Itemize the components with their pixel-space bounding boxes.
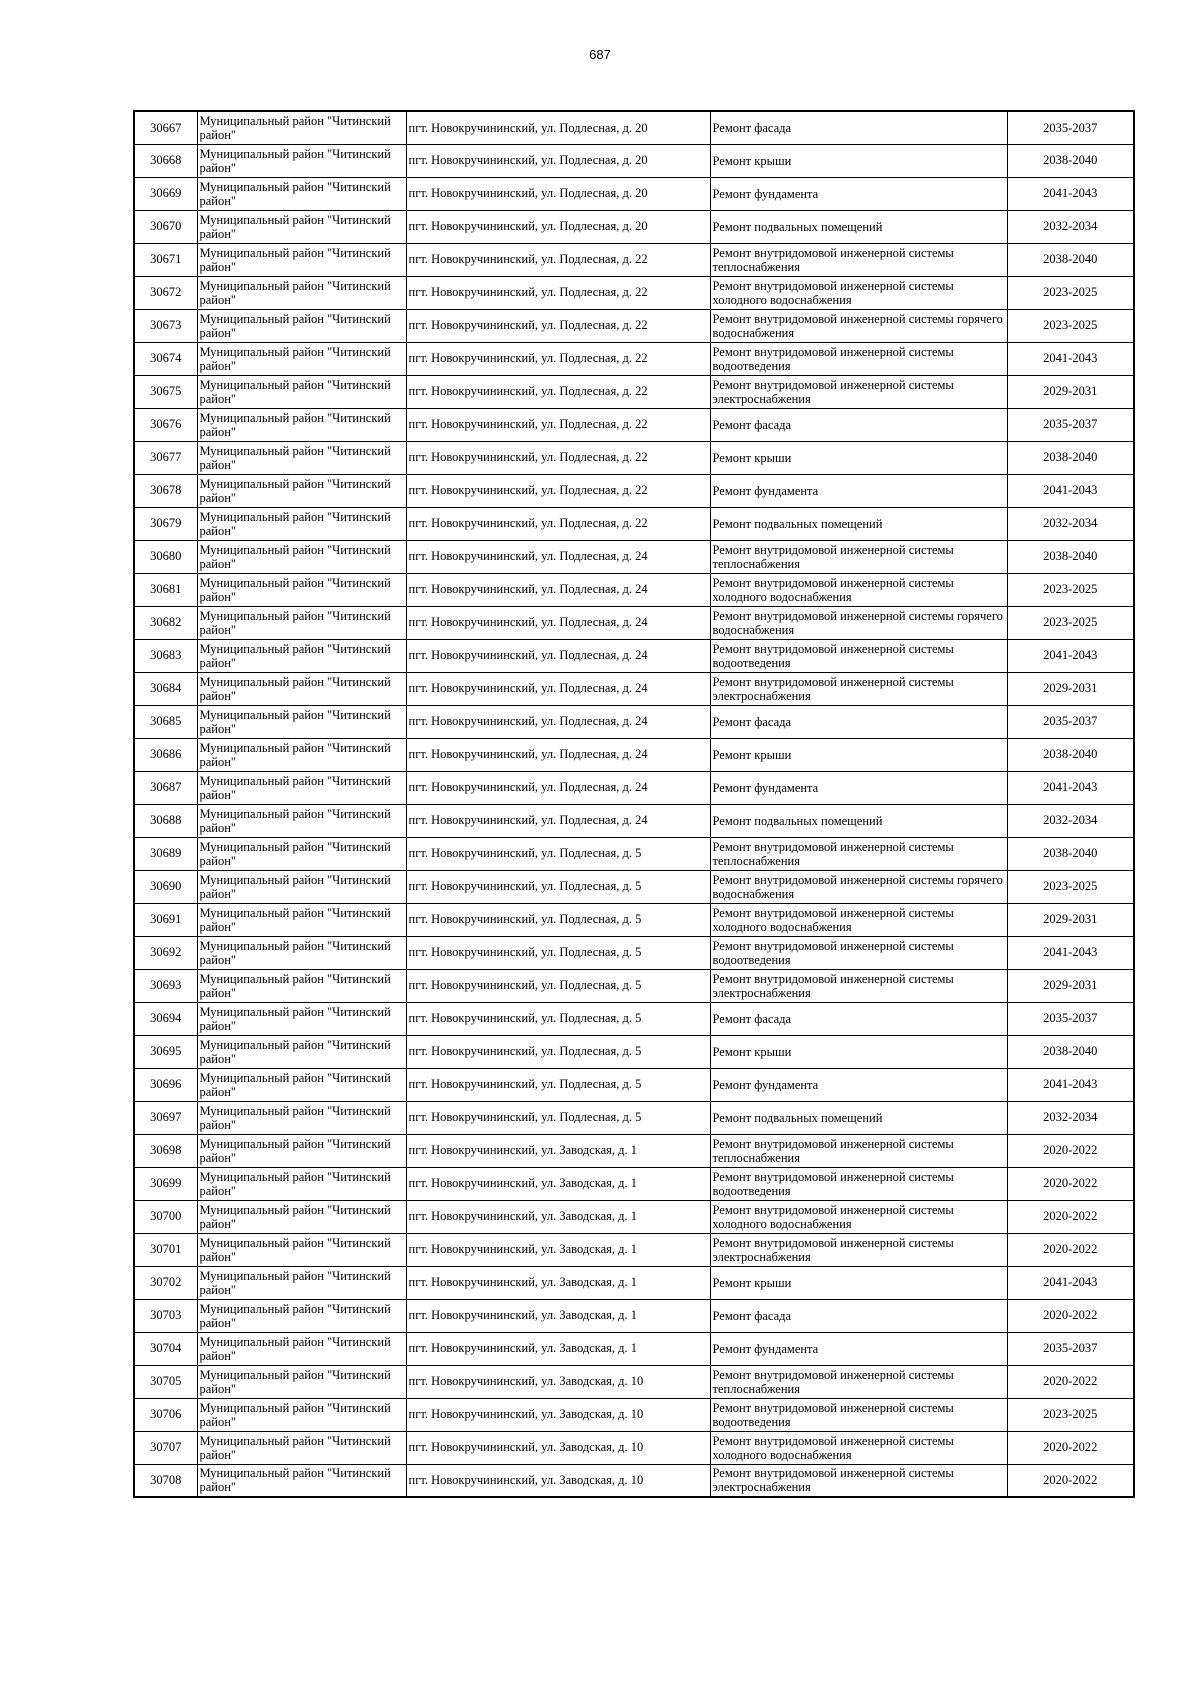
row-number-cell: 30667 bbox=[134, 111, 197, 144]
table-row bbox=[134, 1431, 1134, 1464]
row-number-cell: 30693 bbox=[134, 969, 197, 1002]
row-number-cell: 30681 bbox=[134, 573, 197, 606]
work-type-cell: Ремонт фасада bbox=[710, 111, 1007, 144]
table-row bbox=[134, 1002, 1134, 1035]
work-type-cell: Ремонт внутридомовой инженерной системы теплоснабжения bbox=[710, 243, 1007, 276]
address-cell: пгт. Новокручининский, ул. Заводская, д. 10 bbox=[406, 1365, 710, 1398]
table-body bbox=[134, 111, 1134, 1497]
period-cell: 2041-2043 bbox=[1007, 177, 1134, 210]
period-cell: 2023-2025 bbox=[1007, 606, 1134, 639]
period-cell: 2035-2037 bbox=[1007, 111, 1134, 144]
table-row bbox=[134, 606, 1134, 639]
address-cell: пгт. Новокручининский, ул. Подлесная, д. 24 bbox=[406, 540, 710, 573]
period-cell: 2020-2022 bbox=[1007, 1464, 1134, 1497]
address-cell: пгт. Новокручининский, ул. Подлесная, д. 24 bbox=[406, 705, 710, 738]
row-number-cell: 30704 bbox=[134, 1332, 197, 1365]
municipality-cell: Муниципальный район "Читинский район" bbox=[197, 474, 406, 507]
period-cell: 2029-2031 bbox=[1007, 969, 1134, 1002]
municipality-cell: Муниципальный район "Читинский район" bbox=[197, 936, 406, 969]
municipality-cell: Муниципальный район "Читинский район" bbox=[197, 606, 406, 639]
address-cell: пгт. Новокручининский, ул. Подлесная, д. 24 bbox=[406, 573, 710, 606]
municipality-cell: Муниципальный район "Читинский район" bbox=[197, 573, 406, 606]
work-type-cell: Ремонт внутридомовой инженерной системы холодного водоснабжения bbox=[710, 1200, 1007, 1233]
municipality-cell: Муниципальный район "Читинский район" bbox=[197, 1200, 406, 1233]
table-row bbox=[134, 507, 1134, 540]
work-type-cell: Ремонт внутридомовой инженерной системы электроснабжения bbox=[710, 969, 1007, 1002]
address-cell: пгт. Новокручининский, ул. Подлесная, д. 20 bbox=[406, 210, 710, 243]
municipality-cell: Муниципальный район "Читинский район" bbox=[197, 210, 406, 243]
municipality-cell: Муниципальный район "Читинский район" bbox=[197, 1431, 406, 1464]
address-cell: пгт. Новокручининский, ул. Подлесная, д. 22 bbox=[406, 243, 710, 276]
row-number-cell: 30682 bbox=[134, 606, 197, 639]
work-type-cell: Ремонт подвальных помещений bbox=[710, 804, 1007, 837]
address-cell: пгт. Новокручининский, ул. Заводская, д. 10 bbox=[406, 1464, 710, 1497]
period-cell: 2020-2022 bbox=[1007, 1200, 1134, 1233]
address-cell: пгт. Новокручининский, ул. Заводская, д. 1 bbox=[406, 1134, 710, 1167]
row-number-cell: 30695 bbox=[134, 1035, 197, 1068]
municipality-cell: Муниципальный район "Читинский район" bbox=[197, 1365, 406, 1398]
table-row bbox=[134, 870, 1134, 903]
table-row bbox=[134, 342, 1134, 375]
address-cell: пгт. Новокручининский, ул. Подлесная, д. 22 bbox=[406, 342, 710, 375]
row-number-cell: 30668 bbox=[134, 144, 197, 177]
period-cell: 2035-2037 bbox=[1007, 1002, 1134, 1035]
work-type-cell: Ремонт фундамента bbox=[710, 771, 1007, 804]
table-row bbox=[134, 1200, 1134, 1233]
row-number-cell: 30703 bbox=[134, 1299, 197, 1332]
address-cell: пгт. Новокручининский, ул. Подлесная, д. 24 bbox=[406, 606, 710, 639]
table-row bbox=[134, 210, 1134, 243]
table-row bbox=[134, 903, 1134, 936]
table-row bbox=[134, 639, 1134, 672]
work-type-cell: Ремонт крыши bbox=[710, 144, 1007, 177]
period-cell: 2023-2025 bbox=[1007, 276, 1134, 309]
work-type-cell: Ремонт внутридомовой инженерной системы электроснабжения bbox=[710, 1464, 1007, 1497]
work-type-cell: Ремонт внутридомовой инженерной системы теплоснабжения bbox=[710, 1365, 1007, 1398]
address-cell: пгт. Новокручининский, ул. Подлесная, д. 24 bbox=[406, 639, 710, 672]
address-cell: пгт. Новокручининский, ул. Заводская, д. 1 bbox=[406, 1200, 710, 1233]
period-cell: 2029-2031 bbox=[1007, 903, 1134, 936]
address-cell: пгт. Новокручининский, ул. Заводская, д. 10 bbox=[406, 1431, 710, 1464]
municipality-cell: Муниципальный район "Читинский район" bbox=[197, 870, 406, 903]
work-type-cell: Ремонт подвальных помещений bbox=[710, 1101, 1007, 1134]
work-type-cell: Ремонт внутридомовой инженерной системы водоотведения bbox=[710, 1398, 1007, 1431]
row-number-cell: 30701 bbox=[134, 1233, 197, 1266]
table-row bbox=[134, 771, 1134, 804]
row-number-cell: 30683 bbox=[134, 639, 197, 672]
municipality-cell: Муниципальный район "Читинский район" bbox=[197, 177, 406, 210]
address-cell: пгт. Новокручининский, ул. Подлесная, д. 5 bbox=[406, 1002, 710, 1035]
address-cell: пгт. Новокручининский, ул. Подлесная, д. 22 bbox=[406, 474, 710, 507]
period-cell: 2035-2037 bbox=[1007, 1332, 1134, 1365]
row-number-cell: 30689 bbox=[134, 837, 197, 870]
municipality-cell: Муниципальный район "Читинский район" bbox=[197, 969, 406, 1002]
row-number-cell: 30676 bbox=[134, 408, 197, 441]
table-row bbox=[134, 1134, 1134, 1167]
address-cell: пгт. Новокручининский, ул. Подлесная, д. 5 bbox=[406, 969, 710, 1002]
table-row bbox=[134, 1365, 1134, 1398]
period-cell: 2038-2040 bbox=[1007, 738, 1134, 771]
address-cell: пгт. Новокручининский, ул. Подлесная, д. 5 bbox=[406, 837, 710, 870]
row-number-cell: 30697 bbox=[134, 1101, 197, 1134]
table-row bbox=[134, 144, 1134, 177]
work-type-cell: Ремонт внутридомовой инженерной системы водоотведения bbox=[710, 1167, 1007, 1200]
work-type-cell: Ремонт фундамента bbox=[710, 474, 1007, 507]
row-number-cell: 30692 bbox=[134, 936, 197, 969]
municipality-cell: Муниципальный район "Читинский район" bbox=[197, 1332, 406, 1365]
work-type-cell: Ремонт внутридомовой инженерной системы теплоснабжения bbox=[710, 1134, 1007, 1167]
row-number-cell: 30690 bbox=[134, 870, 197, 903]
table-row bbox=[134, 1068, 1134, 1101]
row-number-cell: 30671 bbox=[134, 243, 197, 276]
period-cell: 2041-2043 bbox=[1007, 1266, 1134, 1299]
address-cell: пгт. Новокручининский, ул. Подлесная, д. 20 bbox=[406, 144, 710, 177]
work-type-cell: Ремонт фасада bbox=[710, 1299, 1007, 1332]
municipality-cell: Муниципальный район "Читинский район" bbox=[197, 144, 406, 177]
row-number-cell: 30687 bbox=[134, 771, 197, 804]
row-number-cell: 30684 bbox=[134, 672, 197, 705]
work-type-cell: Ремонт внутридомовой инженерной системы теплоснабжения bbox=[710, 540, 1007, 573]
address-cell: пгт. Новокручининский, ул. Подлесная, д. 22 bbox=[406, 375, 710, 408]
period-cell: 2041-2043 bbox=[1007, 771, 1134, 804]
address-cell: пгт. Новокручининский, ул. Подлесная, д. 20 bbox=[406, 177, 710, 210]
period-cell: 2023-2025 bbox=[1007, 309, 1134, 342]
address-cell: пгт. Новокручининский, ул. Подлесная, д. 5 bbox=[406, 1035, 710, 1068]
row-number-cell: 30702 bbox=[134, 1266, 197, 1299]
work-type-cell: Ремонт фасада bbox=[710, 705, 1007, 738]
work-type-cell: Ремонт внутридомовой инженерной системы горячего водоснабжения bbox=[710, 606, 1007, 639]
table-row bbox=[134, 1398, 1134, 1431]
work-type-cell: Ремонт внутридомовой инженерной системы горячего водоснабжения bbox=[710, 309, 1007, 342]
row-number-cell: 30696 bbox=[134, 1068, 197, 1101]
row-number-cell: 30705 bbox=[134, 1365, 197, 1398]
period-cell: 2023-2025 bbox=[1007, 870, 1134, 903]
table-row bbox=[134, 969, 1134, 1002]
work-type-cell: Ремонт внутридомовой инженерной системы теплоснабжения bbox=[710, 837, 1007, 870]
period-cell: 2038-2040 bbox=[1007, 144, 1134, 177]
period-cell: 2038-2040 bbox=[1007, 243, 1134, 276]
work-type-cell: Ремонт подвальных помещений bbox=[710, 507, 1007, 540]
municipality-cell: Муниципальный район "Читинский район" bbox=[197, 111, 406, 144]
work-type-cell: Ремонт фундамента bbox=[710, 177, 1007, 210]
work-type-cell: Ремонт крыши bbox=[710, 441, 1007, 474]
row-number-cell: 30673 bbox=[134, 309, 197, 342]
period-cell: 2020-2022 bbox=[1007, 1365, 1134, 1398]
table-row bbox=[134, 540, 1134, 573]
row-number-cell: 30674 bbox=[134, 342, 197, 375]
row-number-cell: 30694 bbox=[134, 1002, 197, 1035]
repair-schedule-table bbox=[133, 110, 1135, 1498]
table-row bbox=[134, 1101, 1134, 1134]
table-row bbox=[134, 441, 1134, 474]
municipality-cell: Муниципальный район "Читинский район" bbox=[197, 408, 406, 441]
address-cell: пгт. Новокручининский, ул. Заводская, д. 1 bbox=[406, 1233, 710, 1266]
row-number-cell: 30675 bbox=[134, 375, 197, 408]
row-number-cell: 30678 bbox=[134, 474, 197, 507]
municipality-cell: Муниципальный район "Читинский район" bbox=[197, 276, 406, 309]
period-cell: 2041-2043 bbox=[1007, 342, 1134, 375]
address-cell: пгт. Новокручининский, ул. Подлесная, д. 24 bbox=[406, 738, 710, 771]
period-cell: 2029-2031 bbox=[1007, 672, 1134, 705]
address-cell: пгт. Новокручининский, ул. Подлесная, д. 5 bbox=[406, 1068, 710, 1101]
period-cell: 2029-2031 bbox=[1007, 375, 1134, 408]
municipality-cell: Муниципальный район "Читинский район" bbox=[197, 1134, 406, 1167]
period-cell: 2020-2022 bbox=[1007, 1431, 1134, 1464]
municipality-cell: Муниципальный район "Читинский район" bbox=[197, 1101, 406, 1134]
work-type-cell: Ремонт крыши bbox=[710, 1035, 1007, 1068]
address-cell: пгт. Новокручининский, ул. Подлесная, д. 5 bbox=[406, 870, 710, 903]
municipality-cell: Муниципальный район "Читинский район" bbox=[197, 738, 406, 771]
municipality-cell: Муниципальный район "Читинский район" bbox=[197, 837, 406, 870]
municipality-cell: Муниципальный район "Читинский район" bbox=[197, 1299, 406, 1332]
municipality-cell: Муниципальный район "Читинский район" bbox=[197, 507, 406, 540]
row-number-cell: 30700 bbox=[134, 1200, 197, 1233]
row-number-cell: 30670 bbox=[134, 210, 197, 243]
period-cell: 2020-2022 bbox=[1007, 1167, 1134, 1200]
period-cell: 2041-2043 bbox=[1007, 474, 1134, 507]
table-row bbox=[134, 804, 1134, 837]
work-type-cell: Ремонт крыши bbox=[710, 1266, 1007, 1299]
row-number-cell: 30672 bbox=[134, 276, 197, 309]
work-type-cell: Ремонт фундамента bbox=[710, 1068, 1007, 1101]
period-cell: 2023-2025 bbox=[1007, 573, 1134, 606]
address-cell: пгт. Новокручининский, ул. Подлесная, д. 22 bbox=[406, 276, 710, 309]
table-row bbox=[134, 1233, 1134, 1266]
table-row bbox=[134, 177, 1134, 210]
municipality-cell: Муниципальный район "Читинский район" bbox=[197, 309, 406, 342]
municipality-cell: Муниципальный район "Читинский район" bbox=[197, 1167, 406, 1200]
row-number-cell: 30669 bbox=[134, 177, 197, 210]
work-type-cell: Ремонт внутридомовой инженерной системы водоотведения bbox=[710, 936, 1007, 969]
period-cell: 2020-2022 bbox=[1007, 1233, 1134, 1266]
address-cell: пгт. Новокручининский, ул. Подлесная, д. 24 bbox=[406, 672, 710, 705]
municipality-cell: Муниципальный район "Читинский район" bbox=[197, 342, 406, 375]
municipality-cell: Муниципальный район "Читинский район" bbox=[197, 540, 406, 573]
address-cell: пгт. Новокручининский, ул. Подлесная, д. 24 bbox=[406, 804, 710, 837]
work-type-cell: Ремонт внутридомовой инженерной системы холодного водоснабжения bbox=[710, 1431, 1007, 1464]
work-type-cell: Ремонт внутридомовой инженерной системы электроснабжения bbox=[710, 375, 1007, 408]
table-row bbox=[134, 474, 1134, 507]
period-cell: 2038-2040 bbox=[1007, 837, 1134, 870]
table-row bbox=[134, 1299, 1134, 1332]
municipality-cell: Муниципальный район "Читинский район" bbox=[197, 1068, 406, 1101]
municipality-cell: Муниципальный район "Читинский район" bbox=[197, 903, 406, 936]
period-cell: 2032-2034 bbox=[1007, 1101, 1134, 1134]
work-type-cell: Ремонт внутридомовой инженерной системы холодного водоснабжения bbox=[710, 903, 1007, 936]
row-number-cell: 30685 bbox=[134, 705, 197, 738]
address-cell: пгт. Новокручининский, ул. Подлесная, д. 22 bbox=[406, 507, 710, 540]
address-cell: пгт. Новокручининский, ул. Подлесная, д. 5 bbox=[406, 903, 710, 936]
address-cell: пгт. Новокручининский, ул. Подлесная, д. 22 bbox=[406, 441, 710, 474]
period-cell: 2032-2034 bbox=[1007, 210, 1134, 243]
address-cell: пгт. Новокручининский, ул. Подлесная, д. 22 bbox=[406, 309, 710, 342]
address-cell: пгт. Новокручининский, ул. Подлесная, д. 22 bbox=[406, 408, 710, 441]
period-cell: 2035-2037 bbox=[1007, 705, 1134, 738]
work-type-cell: Ремонт подвальных помещений bbox=[710, 210, 1007, 243]
table-row bbox=[134, 1167, 1134, 1200]
table-row bbox=[134, 1464, 1134, 1497]
table-row bbox=[134, 243, 1134, 276]
address-cell: пгт. Новокручининский, ул. Подлесная, д. 5 bbox=[406, 1101, 710, 1134]
period-cell: 2035-2037 bbox=[1007, 408, 1134, 441]
work-type-cell: Ремонт внутридомовой инженерной системы холодного водоснабжения bbox=[710, 276, 1007, 309]
table-row bbox=[134, 936, 1134, 969]
municipality-cell: Муниципальный район "Читинский район" bbox=[197, 639, 406, 672]
row-number-cell: 30686 bbox=[134, 738, 197, 771]
work-type-cell: Ремонт внутридомовой инженерной системы водоотведения bbox=[710, 342, 1007, 375]
row-number-cell: 30698 bbox=[134, 1134, 197, 1167]
municipality-cell: Муниципальный район "Читинский район" bbox=[197, 1233, 406, 1266]
period-cell: 2023-2025 bbox=[1007, 1398, 1134, 1431]
row-number-cell: 30688 bbox=[134, 804, 197, 837]
table-row bbox=[134, 672, 1134, 705]
period-cell: 2041-2043 bbox=[1007, 1068, 1134, 1101]
work-type-cell: Ремонт внутридомовой инженерной системы электроснабжения bbox=[710, 672, 1007, 705]
row-number-cell: 30680 bbox=[134, 540, 197, 573]
municipality-cell: Муниципальный район "Читинский район" bbox=[197, 375, 406, 408]
municipality-cell: Муниципальный район "Читинский район" bbox=[197, 1266, 406, 1299]
work-type-cell: Ремонт фасада bbox=[710, 1002, 1007, 1035]
municipality-cell: Муниципальный район "Читинский район" bbox=[197, 771, 406, 804]
period-cell: 2020-2022 bbox=[1007, 1299, 1134, 1332]
municipality-cell: Муниципальный район "Читинский район" bbox=[197, 1002, 406, 1035]
work-type-cell: Ремонт фасада bbox=[710, 408, 1007, 441]
table-row bbox=[134, 408, 1134, 441]
row-number-cell: 30706 bbox=[134, 1398, 197, 1431]
table-row bbox=[134, 1266, 1134, 1299]
row-number-cell: 30699 bbox=[134, 1167, 197, 1200]
address-cell: пгт. Новокручининский, ул. Заводская, д. 1 bbox=[406, 1266, 710, 1299]
period-cell: 2038-2040 bbox=[1007, 1035, 1134, 1068]
table-row bbox=[134, 837, 1134, 870]
work-type-cell: Ремонт фундамента bbox=[710, 1332, 1007, 1365]
period-cell: 2032-2034 bbox=[1007, 804, 1134, 837]
municipality-cell: Муниципальный район "Читинский район" bbox=[197, 672, 406, 705]
period-cell: 2041-2043 bbox=[1007, 936, 1134, 969]
municipality-cell: Муниципальный район "Читинский район" bbox=[197, 441, 406, 474]
municipality-cell: Муниципальный район "Читинский район" bbox=[197, 804, 406, 837]
municipality-cell: Муниципальный район "Читинский район" bbox=[197, 705, 406, 738]
address-cell: пгт. Новокручининский, ул. Подлесная, д. 20 bbox=[406, 111, 710, 144]
address-cell: пгт. Новокручининский, ул. Подлесная, д. 24 bbox=[406, 771, 710, 804]
row-number-cell: 30691 bbox=[134, 903, 197, 936]
address-cell: пгт. Новокручининский, ул. Заводская, д. 1 bbox=[406, 1299, 710, 1332]
work-type-cell: Ремонт внутридомовой инженерной системы горячего водоснабжения bbox=[710, 870, 1007, 903]
table-row bbox=[134, 111, 1134, 144]
row-number-cell: 30707 bbox=[134, 1431, 197, 1464]
municipality-cell: Муниципальный район "Читинский район" bbox=[197, 1035, 406, 1068]
work-type-cell: Ремонт внутридомовой инженерной системы электроснабжения bbox=[710, 1233, 1007, 1266]
period-cell: 2032-2034 bbox=[1007, 507, 1134, 540]
municipality-cell: Муниципальный район "Читинский район" bbox=[197, 243, 406, 276]
municipality-cell: Муниципальный район "Читинский район" bbox=[197, 1464, 406, 1497]
page-number: 687 bbox=[589, 47, 611, 62]
work-type-cell: Ремонт внутридомовой инженерной системы водоотведения bbox=[710, 639, 1007, 672]
address-cell: пгт. Новокручининский, ул. Заводская, д. 1 bbox=[406, 1332, 710, 1365]
address-cell: пгт. Новокручининский, ул. Заводская, д. 1 bbox=[406, 1167, 710, 1200]
work-type-cell: Ремонт крыши bbox=[710, 738, 1007, 771]
table-row bbox=[134, 309, 1134, 342]
table-row bbox=[134, 276, 1134, 309]
period-cell: 2038-2040 bbox=[1007, 441, 1134, 474]
work-type-cell: Ремонт внутридомовой инженерной системы холодного водоснабжения bbox=[710, 573, 1007, 606]
period-cell: 2020-2022 bbox=[1007, 1134, 1134, 1167]
period-cell: 2038-2040 bbox=[1007, 540, 1134, 573]
table-row bbox=[134, 375, 1134, 408]
period-cell: 2041-2043 bbox=[1007, 639, 1134, 672]
municipality-cell: Муниципальный район "Читинский район" bbox=[197, 1398, 406, 1431]
table-row bbox=[134, 1035, 1134, 1068]
table-row bbox=[134, 573, 1134, 606]
row-number-cell: 30677 bbox=[134, 441, 197, 474]
address-cell: пгт. Новокручининский, ул. Подлесная, д. 5 bbox=[406, 936, 710, 969]
row-number-cell: 30708 bbox=[134, 1464, 197, 1497]
table-row bbox=[134, 738, 1134, 771]
table-row bbox=[134, 1332, 1134, 1365]
address-cell: пгт. Новокручининский, ул. Заводская, д. 10 bbox=[406, 1398, 710, 1431]
row-number-cell: 30679 bbox=[134, 507, 197, 540]
table-row bbox=[134, 705, 1134, 738]
